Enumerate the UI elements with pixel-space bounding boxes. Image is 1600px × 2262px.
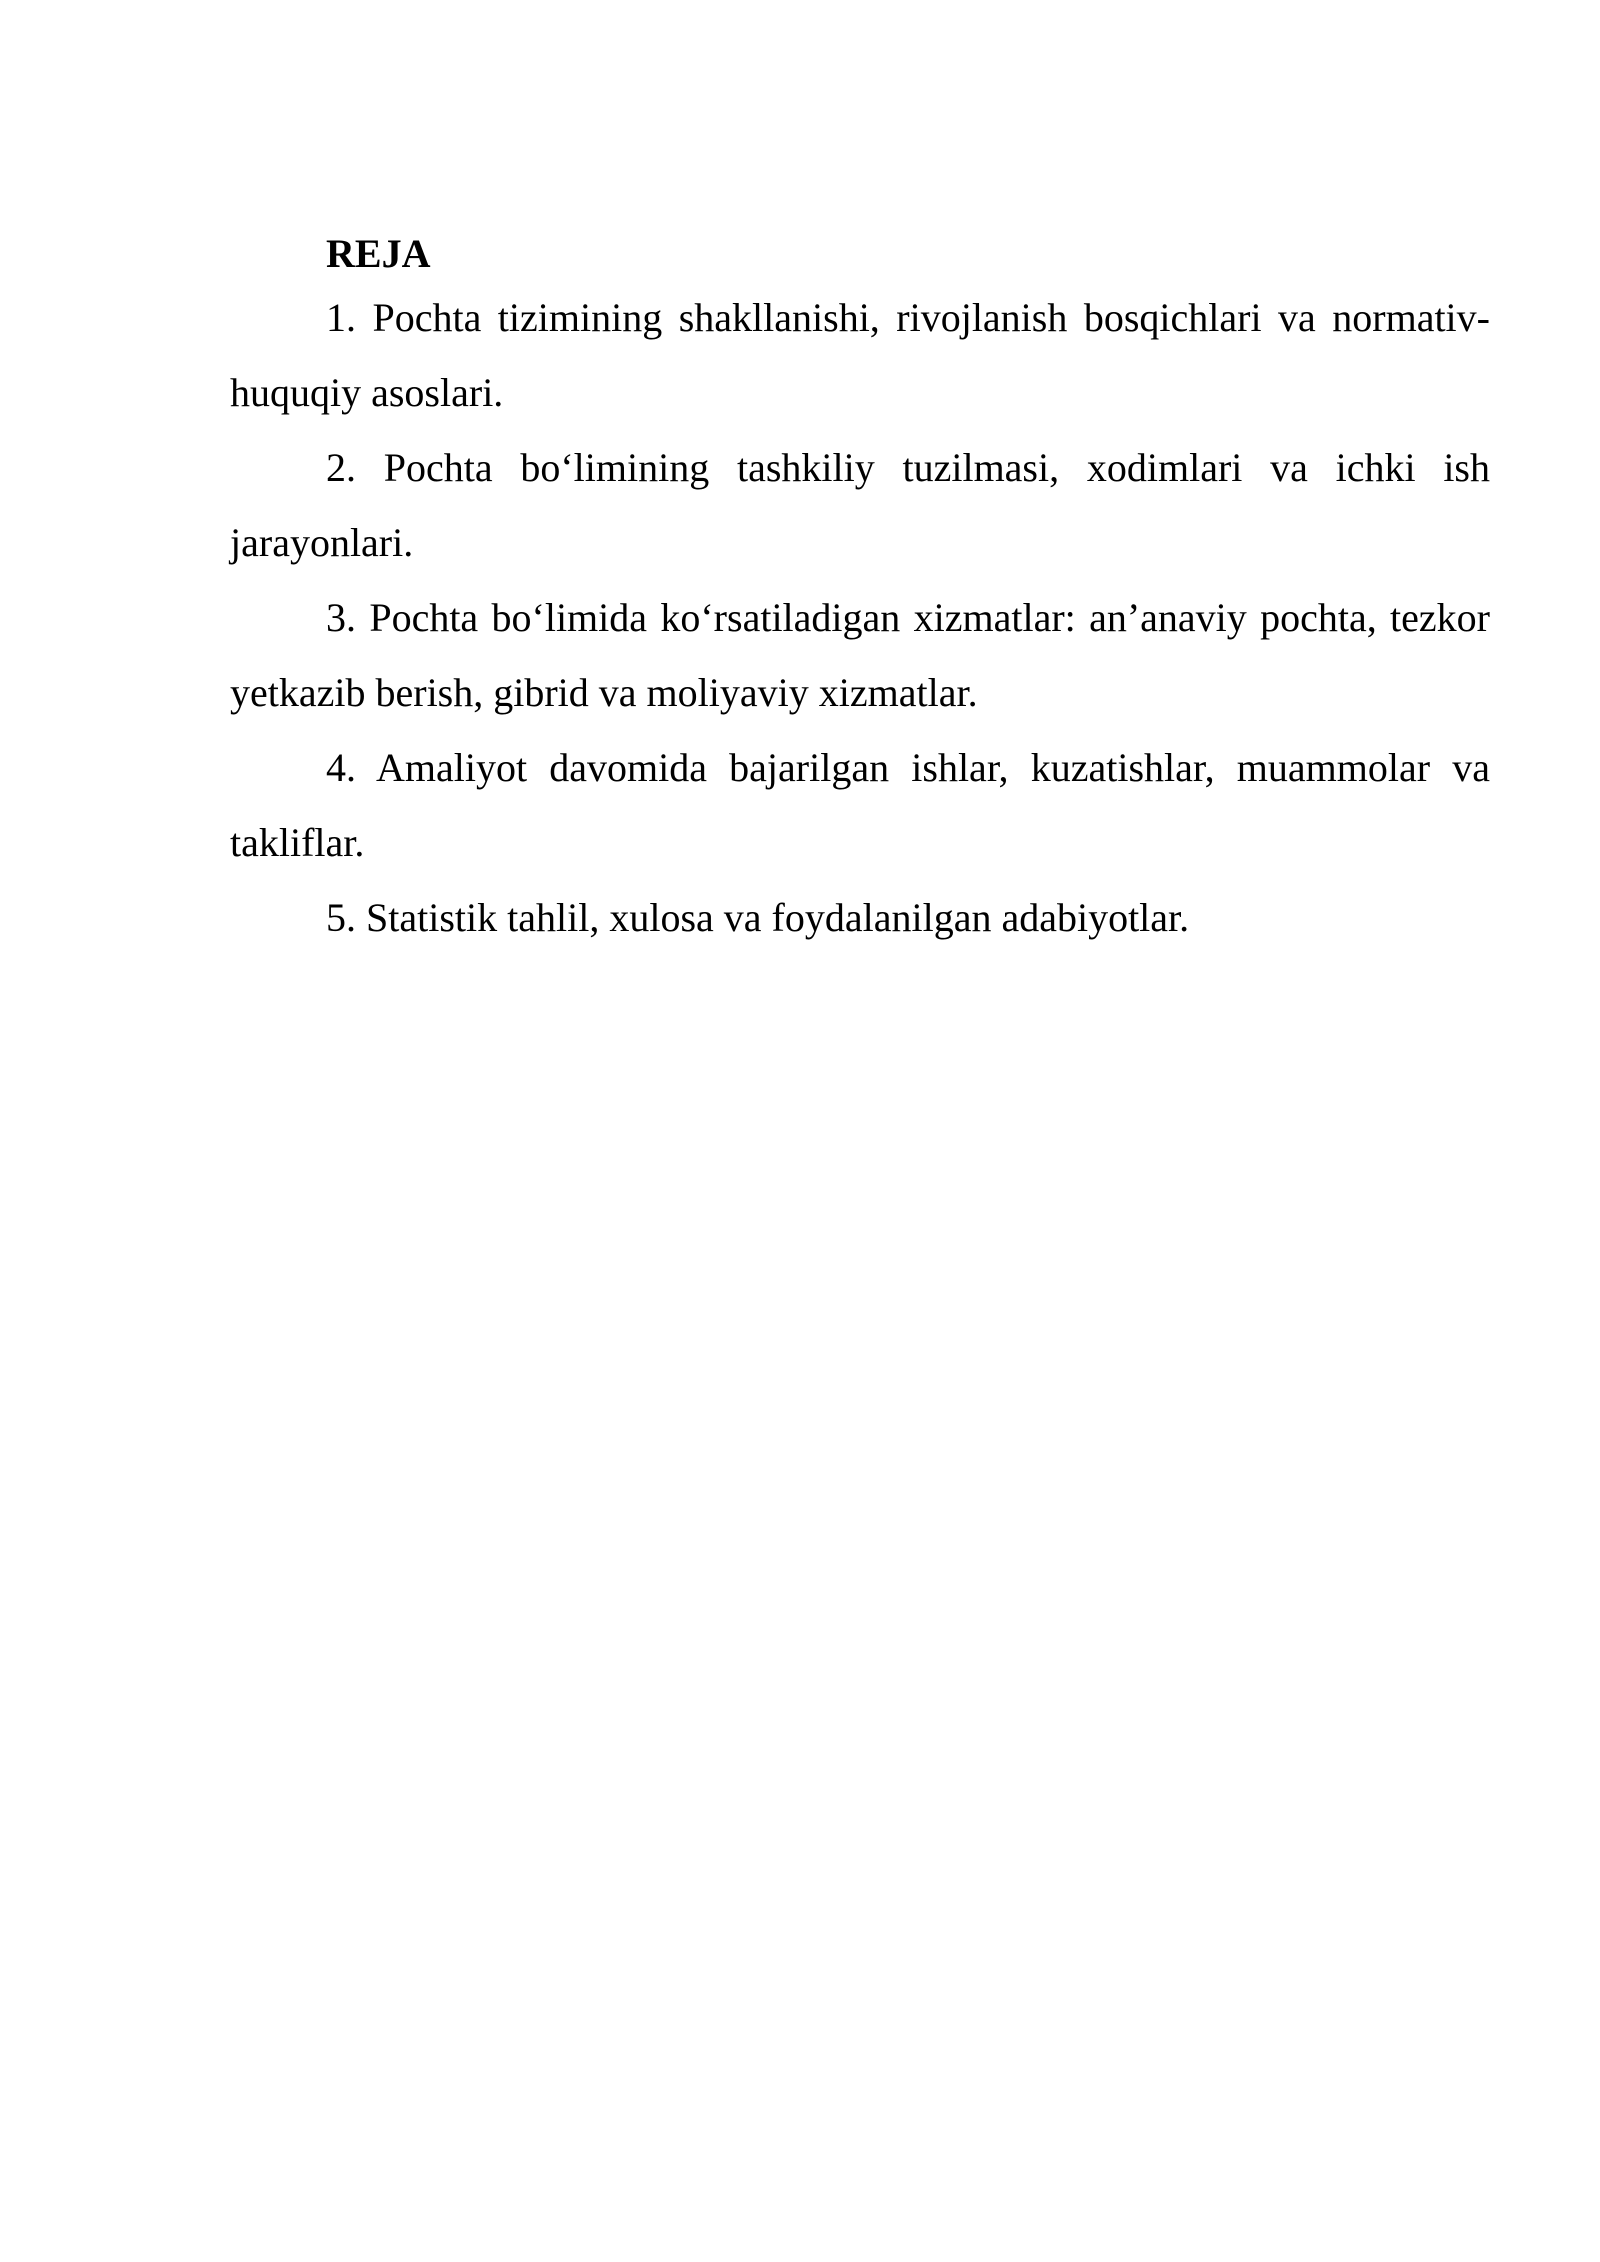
plan-item-3: 3. Pochta bo‘limida ko‘rsatiladigan xizmatlar: an’anaviy pochta, tezkor yetkazib berish, gibrid va moliyaviy xizmatlar. [230, 595, 1490, 715]
plan-item-1: 1. Pochta tizimining shakllanishi, rivojlanish bosqichlari va normativ-huquqiy asoslari. [230, 295, 1490, 415]
plan-item-4: 4. Amaliyot davomida bajarilgan ishlar, kuzatishlar, muammolar va takliflar. [230, 745, 1490, 865]
document-heading: REJA [326, 231, 431, 276]
plan-item-5: 5. Statistik tahlil, xulosa va foydalanilgan adabiyotlar. [326, 895, 1190, 940]
document-body [230, 228, 1490, 955]
plan-item-2: 2. Pochta bo‘limining tashkiliy tuzilmasi, xodimlari va ichki ish jarayonlari. [230, 445, 1490, 565]
